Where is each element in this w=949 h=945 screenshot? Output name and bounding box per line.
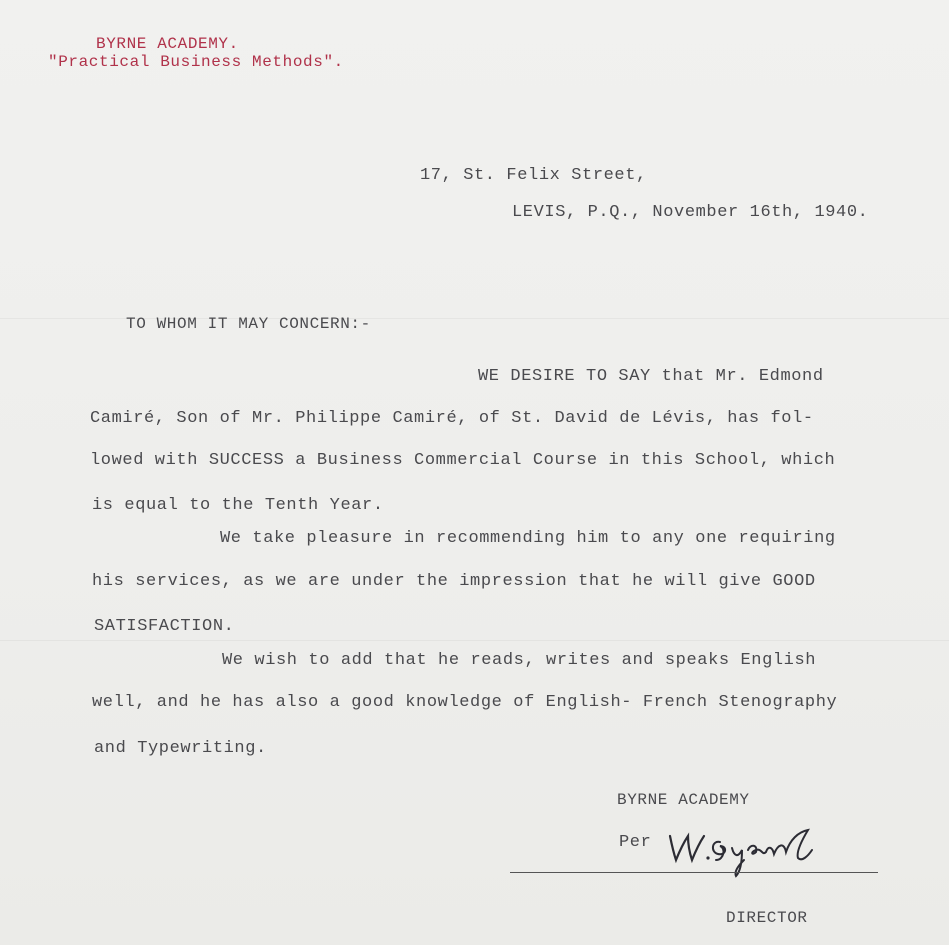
- letterhead-motto: "Practical Business Methods".: [48, 53, 344, 71]
- body-line: SATISFACTION.: [94, 617, 235, 636]
- paper-fold: [0, 640, 949, 641]
- body-line: Camiré, Son of Mr. Philippe Camiré, of St. David de Lévis, has fol-: [90, 409, 814, 428]
- address-city-date: LEVIS, P.Q., November 16th, 1940.: [512, 203, 869, 222]
- letterhead-name: BYRNE ACADEMY.: [96, 35, 239, 53]
- body-line: well, and he has also a good knowledge of English- French Stenography: [92, 693, 838, 712]
- handwritten-signature: [662, 822, 822, 882]
- address-street: 17, St. Felix Street,: [420, 166, 647, 185]
- body-line: We wish to add that he reads, writes and speaks English: [222, 651, 817, 670]
- closing-org: BYRNE ACADEMY: [617, 791, 750, 809]
- closing-per: Per: [619, 833, 652, 852]
- salutation: TO WHOM IT MAY CONCERN:-: [126, 315, 371, 333]
- signature-line: [510, 872, 878, 873]
- body-line: and Typewriting.: [94, 739, 267, 758]
- closing-title: DIRECTOR: [726, 909, 808, 927]
- body-line: WE DESIRE TO SAY that Mr. Edmond: [478, 367, 824, 386]
- body-line: his services, as we are under the impression that he will give GOOD: [92, 572, 816, 591]
- body-line: lowed with SUCCESS a Business Commercial Course in this School, which: [90, 451, 836, 470]
- body-line: is equal to the Tenth Year.: [92, 496, 384, 515]
- body-line: We take pleasure in recommending him to any one requiring: [220, 529, 836, 548]
